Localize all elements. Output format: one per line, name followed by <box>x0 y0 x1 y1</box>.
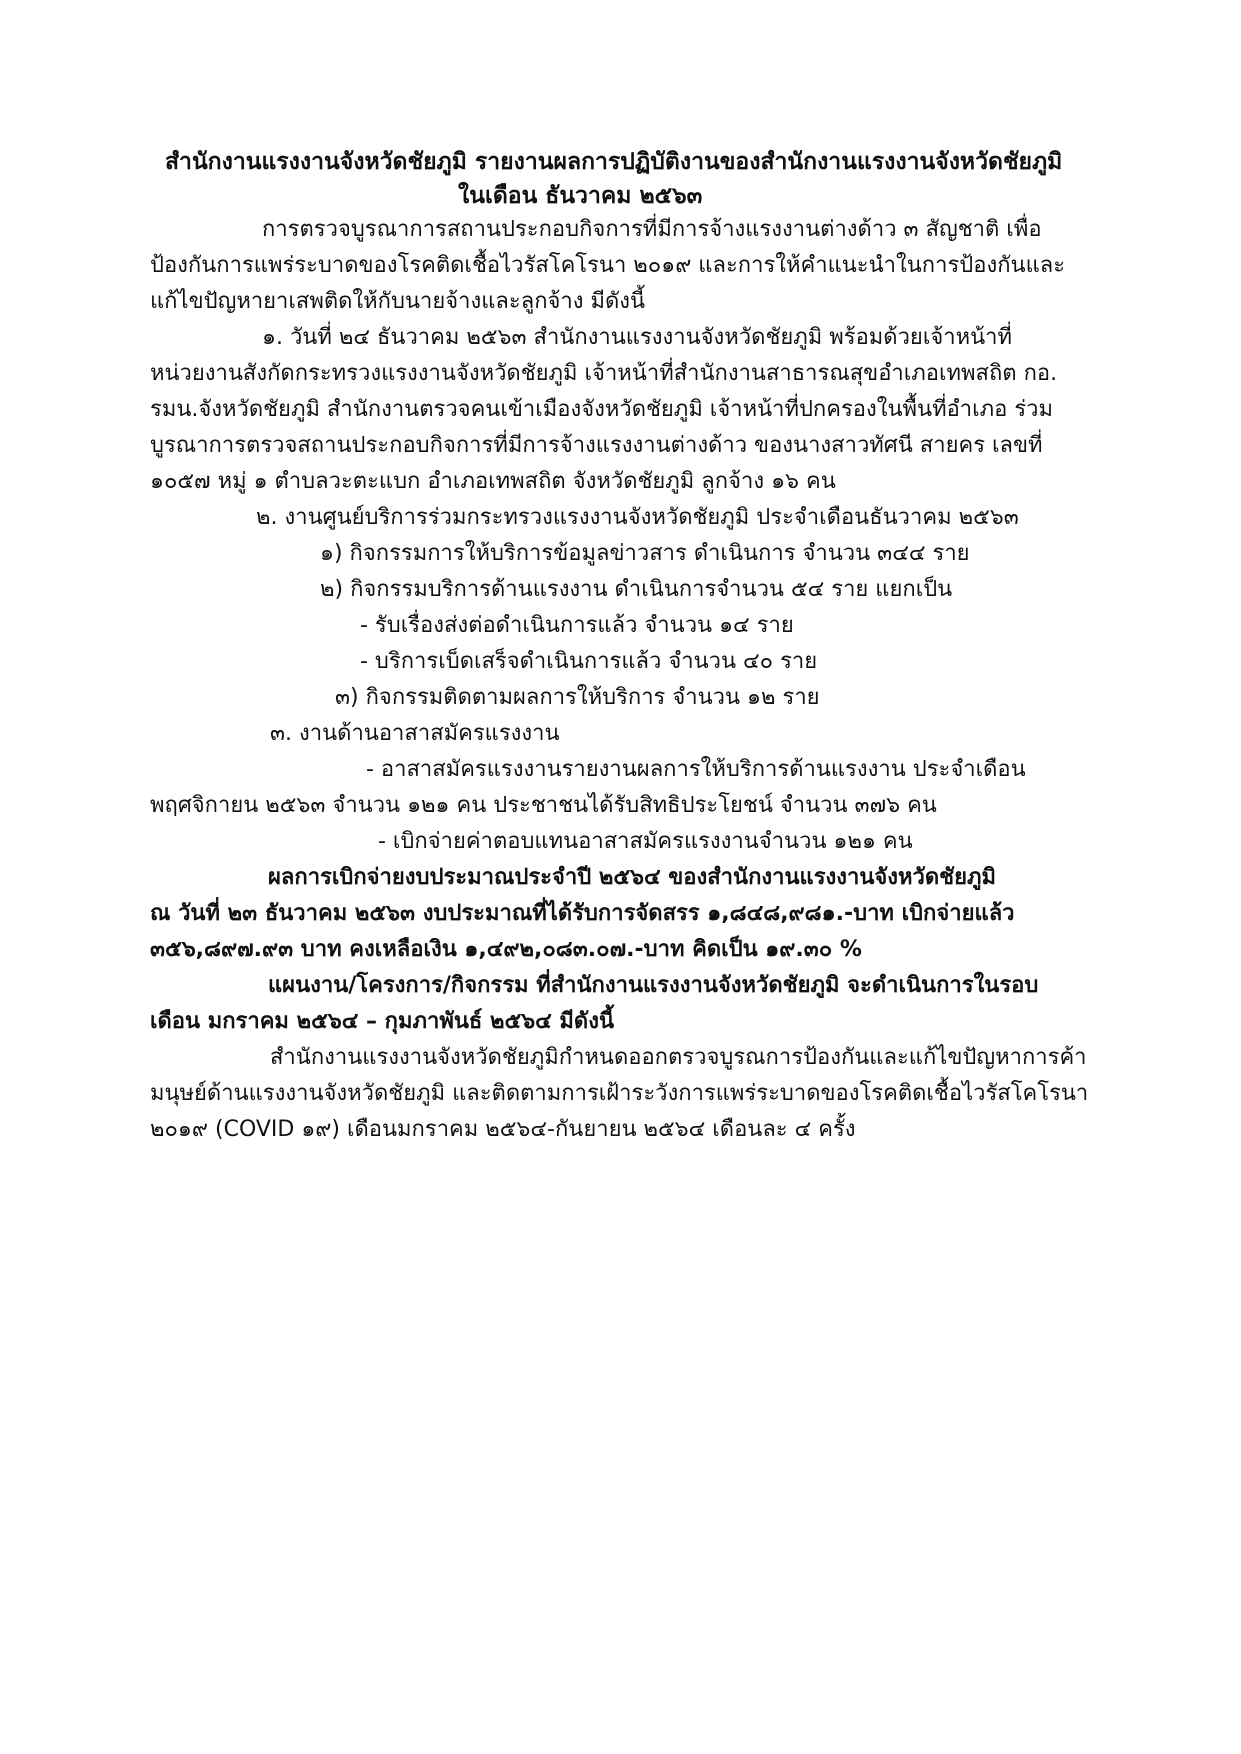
item2-sub1: ๑) กิจกรรมการให้บริการข้อมูลข่าวสาร ดำเนินการ จำนวน ๓๔๔ ราย <box>320 541 970 566</box>
item3-line-1: - อาสาสมัครแรงงานรายงานผลการให้บริการด้านแรงงาน ประจำเดือน <box>366 757 1026 782</box>
plan-body-line-3: ๒๐๑๙ (COVID ๑๙) เดือนมกราคม ๒๕๖๔-กันยายน ๒๕๖๔ เดือนละ ๔ ครั้ง <box>150 1117 856 1142</box>
item3-line-2: พฤศจิกายน ๒๕๖๓ จำนวน ๑๒๑ คน ประชาชนได้รับสิทธิประโยชน์ จำนวน ๓๗๖ คน <box>150 793 937 818</box>
item1-line-1: ๑. วันที่ ๒๔ ธันวาคม ๒๕๖๓ สำนักงานแรงงานจังหวัดชัยภูมิ พร้อมด้วยเจ้าหน้าที่ <box>262 325 1012 350</box>
document-title-line-2: ในเดือน ธันวาคม ๒๕๖๓ <box>458 183 703 209</box>
item2-sub3: ๓) กิจกรรมติดตามผลการให้บริการ จำนวน ๑๒ ราย <box>335 685 820 710</box>
item2-sub2a: - รับเรื่องส่งต่อดำเนินการแล้ว จำนวน ๑๔ ราย <box>360 613 794 638</box>
item1-line-4: บูรณาการตรวจสถานประกอบกิจการที่มีการจ้างแรงงานต่างด้าว ของนางสาวทัศนี สายคร เลขที่ <box>150 433 1043 458</box>
plan-line-1: แผนงาน/โครงการ/กิจกรรม ที่สำนักงานแรงงานจังหวัดชัยภูมิ จะดำเนินการในรอบ <box>268 973 1039 998</box>
budget-line-2: ณ วันที่ ๒๓ ธันวาคม ๒๕๖๓ งบประมาณที่ได้รับการจัดสรร ๑,๘๔๘,๙๘๑.-บาท เบิกจ่ายแล้ว <box>150 901 1015 926</box>
item2-heading: ๒. งานศูนย์บริการร่วมกระทรวงแรงงานจังหวัดชัยภูมิ ประจำเดือนธันวาคม ๒๕๖๓ <box>256 505 1019 530</box>
plan-body-line-2: มนุษย์ด้านแรงงานจังหวัดชัยภูมิ และติดตามการเฝ้าระวังการแพร่ระบาดของโรคติดเชื้อไวรัสโคโรนา <box>150 1081 1089 1106</box>
item2-sub2b: - บริการเบ็ดเสร็จดำเนินการแล้ว จำนวน ๔๐ ราย <box>360 649 818 674</box>
plan-line-2: เดือน มกราคม ๒๕๖๔ – กุมภาพันธ์ ๒๕๖๔ มีดังนี้ <box>150 1009 614 1034</box>
budget-line-3: ๓๕๖,๘๙๗.๙๓ บาท คงเหลือเงิน ๑,๔๙๒,๐๘๓.๐๗.-บาท คิดเป็น ๑๙.๓๐ % <box>150 937 862 962</box>
intro-line-2: ป้องกันการแพร่ระบาดของโรคติดเชื้อไวรัสโคโรนา ๒๐๑๙ และการให้คำแนะนำในการป้องกันและ <box>150 253 1066 278</box>
plan-body-line-1: สำนักงานแรงงานจังหวัดชัยภูมิกำหนดออกตรวจบูรณการป้องกันและแก้ไขปัญหาการค้า <box>270 1045 1087 1070</box>
intro-line-1: การตรวจบูรณาการสถานประกอบกิจการที่มีการจ้างแรงงานต่างด้าว ๓ สัญชาติ เพื่อ <box>262 217 1042 242</box>
item3-line-3: - เบิกจ่ายค่าตอบแทนอาสาสมัครแรงงานจำนวน ๑๒๑ คน <box>378 829 913 854</box>
item1-line-5: ๑๐๕๗ หมู่ ๑ ตำบลวะตะแบก อำเภอเทพสถิต จังหวัดชัยภูมิ ลูกจ้าง ๑๖ คน <box>150 469 836 494</box>
item3-heading: ๓. งานด้านอาสาสมัครแรงงาน <box>270 721 560 746</box>
item2-sub2: ๒) กิจกรรมบริการด้านแรงงาน ดำเนินการจำนวน ๕๔ ราย แยกเป็น <box>320 577 953 602</box>
intro-line-3: แก้ไขปัญหายาเสพติดให้กับนายจ้างและลูกจ้าง มีดังนี้ <box>150 289 646 314</box>
document-title-line-1: สำนักงานแรงงานจังหวัดชัยภูมิ รายงานผลการปฏิบัติงานของสำนักงานแรงงานจังหวัดชัยภูมิ <box>165 149 1063 175</box>
item1-line-2: หน่วยงานสังกัดกระทรวงแรงงานจังหวัดชัยภูมิ เจ้าหน้าที่สำนักงานสาธารณสุขอำเภอเทพสถิต กอ. <box>150 361 1058 386</box>
item1-line-3: รมน.จังหวัดชัยภูมิ สำนักงานตรวจคนเข้าเมืองจังหวัดชัยภูมิ เจ้าหน้าที่ปกครองในพื้นที่อำเภอ ร่วม <box>150 397 1054 422</box>
budget-line-1: ผลการเบิกจ่ายงบประมาณประจำปี ๒๕๖๔ ของสำนักงานแรงงานจังหวัดชัยภูมิ <box>268 865 997 890</box>
